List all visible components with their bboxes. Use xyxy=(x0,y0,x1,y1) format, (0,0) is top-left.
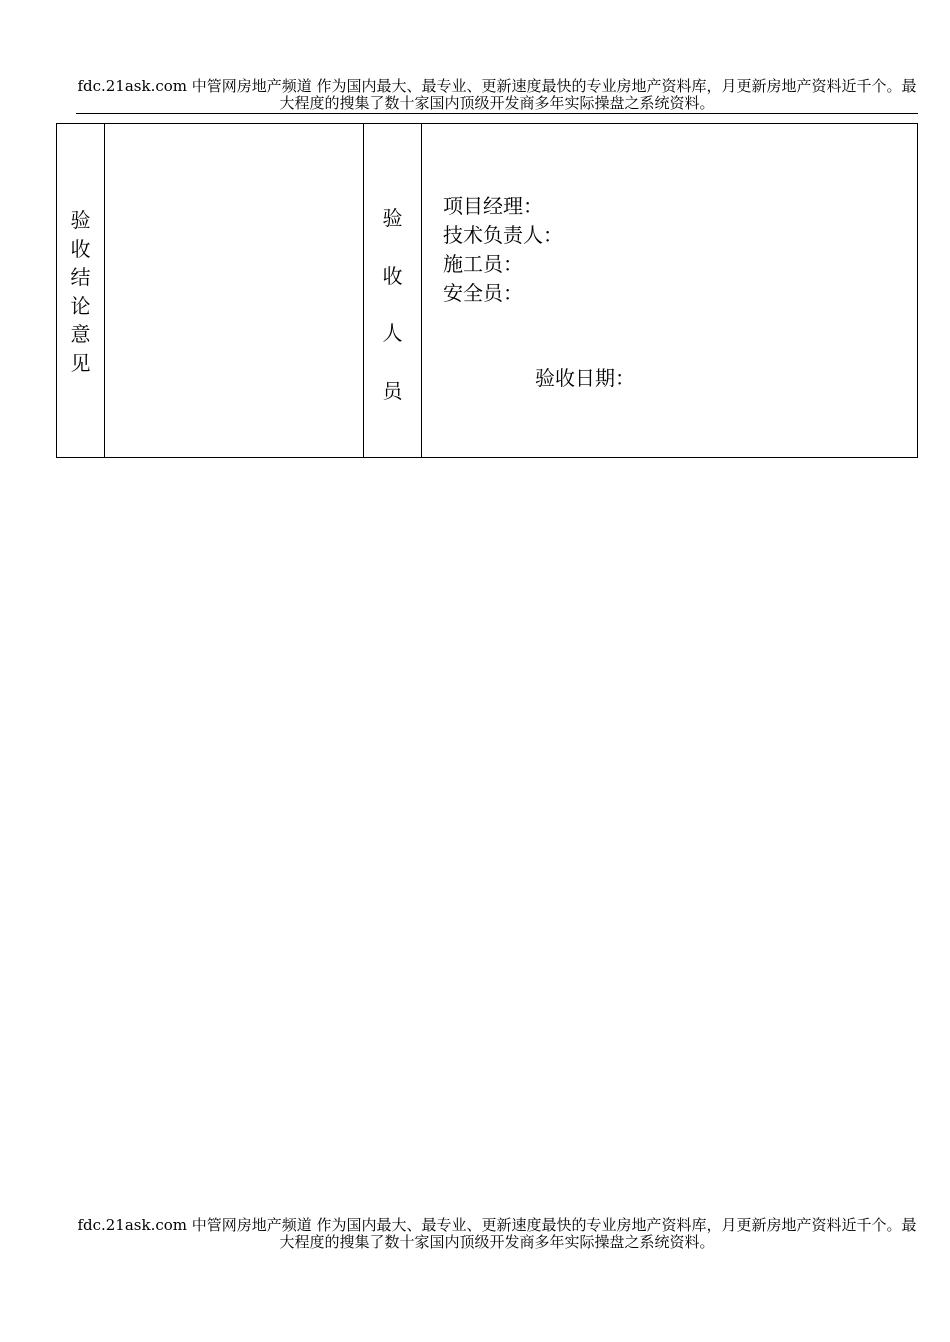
personnel-content-cell[interactable] xyxy=(422,124,918,458)
personnel-label-char: 员 xyxy=(382,378,403,403)
personnel-label-char: 验 xyxy=(382,206,403,230)
page-footer: fdc.21ask.com 中管网房地产频道 作为国内最大、最专业、更新速度最快的专业房地产资料库，月更新房地产资料近千个。最大程度的搜集了数十家国内顶级开发商多年实际操盘之系统资料。 xyxy=(77,1216,917,1251)
conclusion-content-cell[interactable] xyxy=(105,124,364,458)
personnel-label-char: 人 xyxy=(382,321,403,345)
conclusion-label-cell xyxy=(57,124,105,458)
personnel-label-cell xyxy=(364,124,422,458)
personnel-label-char: 收 xyxy=(382,263,403,288)
conclusion-label-char: 验 xyxy=(70,208,91,232)
safety-officer-label: 安全员： xyxy=(443,281,523,305)
project-manager-label: 项目经理： xyxy=(443,194,543,218)
acceptance-date-label: 验收日期： xyxy=(535,366,635,390)
construction-worker-label: 施工员： xyxy=(443,252,523,276)
table-row xyxy=(57,124,918,458)
conclusion-label-char: 见 xyxy=(70,350,91,375)
tech-lead-label: 技术负责人： xyxy=(443,223,563,247)
header-divider xyxy=(76,113,918,114)
conclusion-label-char: 收 xyxy=(70,236,91,261)
conclusion-label-char: 论 xyxy=(70,293,91,318)
personnel-label xyxy=(364,124,421,420)
conclusion-label-char: 结 xyxy=(70,265,91,289)
page-header: fdc.21ask.com 中管网房地产频道 作为国内最大、最专业、更新速度最快的专业房地产资料库，月更新房地产资料近千个。最大程度的搜集了数十家国内顶级开发商多年实际操盘之系统资料。 xyxy=(77,77,917,112)
conclusion-label xyxy=(57,124,104,377)
acceptance-table xyxy=(56,123,918,458)
signers-list xyxy=(422,124,917,393)
conclusion-label-char: 意 xyxy=(70,322,91,346)
